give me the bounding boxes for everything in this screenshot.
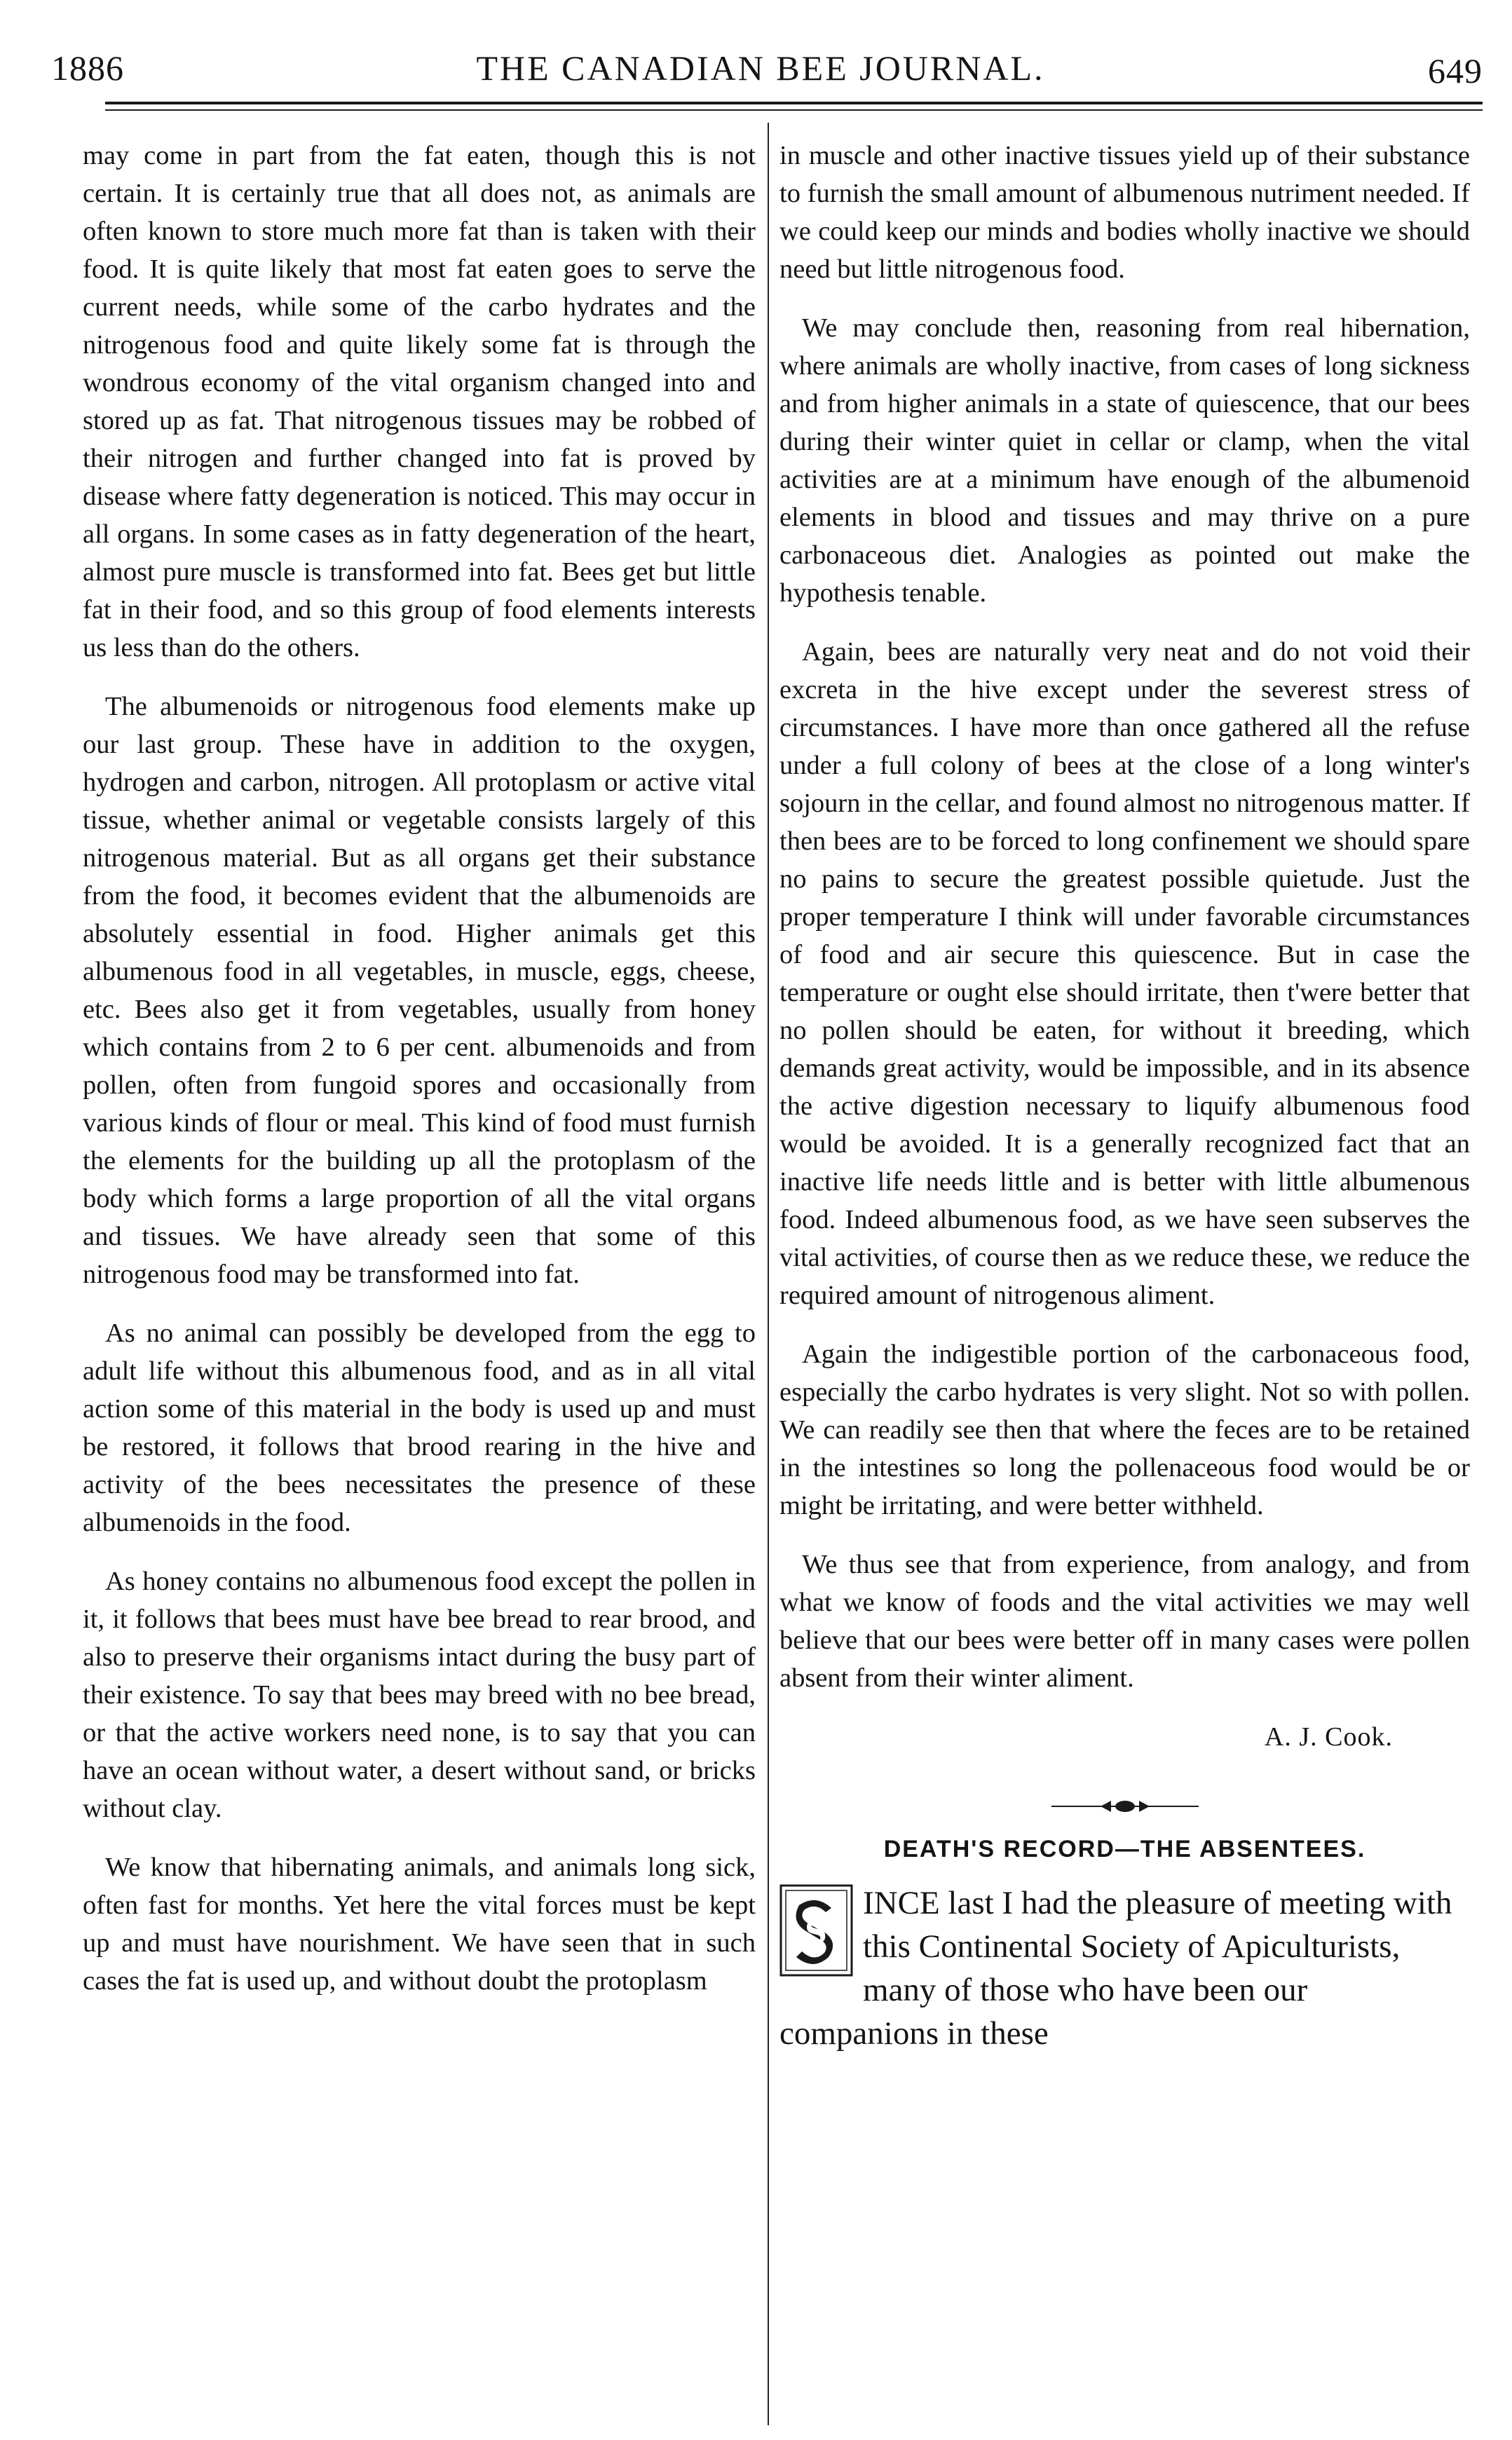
right-paragraph-2: We may conclude then, reasoning from real hibernation, where animals are wholly inactive, from cases of long sickness and from higher animals in a state of quiescence, that our bees during their winter quiet in cellar or clamp, when the vital activities are at a minimum have enough of the albumenoid elements in blood and tissues and may thrive on a pure carbonaceous diet. Analogies as pointed out make the hypothesis tenable. [779, 313, 1470, 608]
right-paragraph-4: Again the indigestible portion of the carbonaceous food, especially the carbo hydrates is very slight. Not so with pollen. We can readily see then that where the feces are to be retained in the intestines so long the pollenaceous food would be or might be irritating, and were better withheld. [779, 1340, 1470, 1520]
column-divider [768, 123, 769, 2425]
lead-text: INCE last I had the pleasure of meeting with this Continental Society of Apiculturists, many of those who have been our companions in these [779, 1885, 1452, 2052]
section-heading: DEATH'S RECORD—THE ABSENTEES. [883, 1836, 1366, 1862]
header-year: 1886 [51, 48, 124, 88]
left-paragraph-2: The albumenoids or nitrogenous food elements make up our last group. These have in addition to the oxygen, hydrogen and carbon, nitrogen. All protoplasm or active vital tissue, whether animal or vegetable consists largely of this nitrogenous material. But as all organs get their substance from the food, it becomes evident that the albumenoids are absolutely essential in food. Higher animals get this albumenous food in all vegetables, in muscle, eggs, cheese, etc. Bees also get it from vegetables, usually from honey which contains from 2 to 6 per cent. albumenoids and from pollen, often from fungoid spores and occasionally from various kinds of flour or meal. This kind of food must furnish the elements for the building up all the protoplasm of the body which forms a large proportion of all the vital organs and tissues. We have already seen that some of this nitrogenous food may be transformed into fat. [83, 692, 756, 1289]
right-paragraph-3: Again, bees are naturally very neat and do not void their excreta in the hive except under the severest stress of circumstances. I have more than once gathered all the refuse under a full colony of bees at the close of a long winter's sojourn in the cellar, and found almost no nitrogenous matter. If then bees are to be forced to long confinement we should spare no pains to secure the greatest possible quietude. Just the proper temperature I think will under favorable circumstances of food and air secure this quiescence. But in case the temperature or ought else should irritate, then t'were better that no pollen should be eaten, for without it breeding, which demands great activity, would be impossible, and in its absence the active digestion necessary to liquify albumenous food would be avoided. It is a generally recognized fact that an inactive life needs little and is better with little albumenous food. Indeed albumenous food, as we have seen subserves the vital activities, of course then as we reduce these, we reduce the required amount of nitrogenous aliment. [779, 637, 1470, 1310]
author-signature: A. J. Cook. [1264, 1722, 1393, 1752]
header-rule-thick [105, 102, 1483, 104]
page-number: 649 [1428, 51, 1483, 90]
right-paragraph-1: in muscle and other inactive tissues yield up of their substance to furnish the small amount of albumenous nutriment needed. If we could keep our minds and bodies wholly inactive we should need but little nitrogenous food. [779, 141, 1470, 284]
dropcap-s-icon [779, 1884, 853, 1977]
article-lead [779, 1881, 1470, 2055]
right-column [779, 137, 1470, 2055]
left-paragraph-4: As honey contains no albumenous food except the pollen in it, it follows that bees must have bee bread to rear brood, and also to preserve their organisms intact during the busy part of their existence. To say that bees may breed with no bee bread, or that the active workers need none, is to say that you can have an ocean without water, a desert without sand, or bricks without clay. [83, 1567, 756, 1823]
left-paragraph-1: may come in part from the fat eaten, though this is not certain. It is certainly true that all does not, as animals are often known to store much more fat than is taken with their food. It is quite likely that most fat eaten goes to serve the current needs, while some of the carbo hydrates and the nitrogenous food and quite likely some fat is through the wondrous economy of the vital organism changed into and stored up as fat. That nitrogenous tissues may be robbed of their nitrogen and further changed into fat is proved by disease where fatty degeneration is noticed. This may occur in all organs. In some cases as in fatty degeneration of the heart, almost pure muscle is transformed into fat. Bees get but little fat in their food, and so this group of food elements interests us less than do the others. [83, 141, 756, 662]
journal-title: THE CANADIAN BEE JOURNAL. [476, 48, 1045, 88]
left-column [83, 137, 756, 2021]
dropcap-letter: S [805, 1915, 827, 1951]
left-paragraph-3: As no animal can possibly be developed from the egg to adult life without this albumenous food, and as in all vital action some of this material in the body is used up and must be restored, it follows that brood rearing in the hive and activity of the bees necessitates the presence of these albumenoids in the food. [83, 1318, 756, 1537]
running-head [39, 42, 1483, 98]
ornament-divider-icon [1044, 1798, 1206, 1815]
header-rule-thin [105, 109, 1483, 111]
right-paragraph-5: We thus see that from experience, from analogy, and from what we know of foods and the vital activities we may well believe that our bees were better off in many cases were pollen absent from their winter aliment. [779, 1550, 1470, 1693]
left-paragraph-5: We know that hibernating animals, and animals long sick, often fast for months. Yet here the vital forces must be kept up and must have nourishment. We have seen that in such cases the fat is used up, and without doubt the protoplasm [83, 1853, 756, 1996]
